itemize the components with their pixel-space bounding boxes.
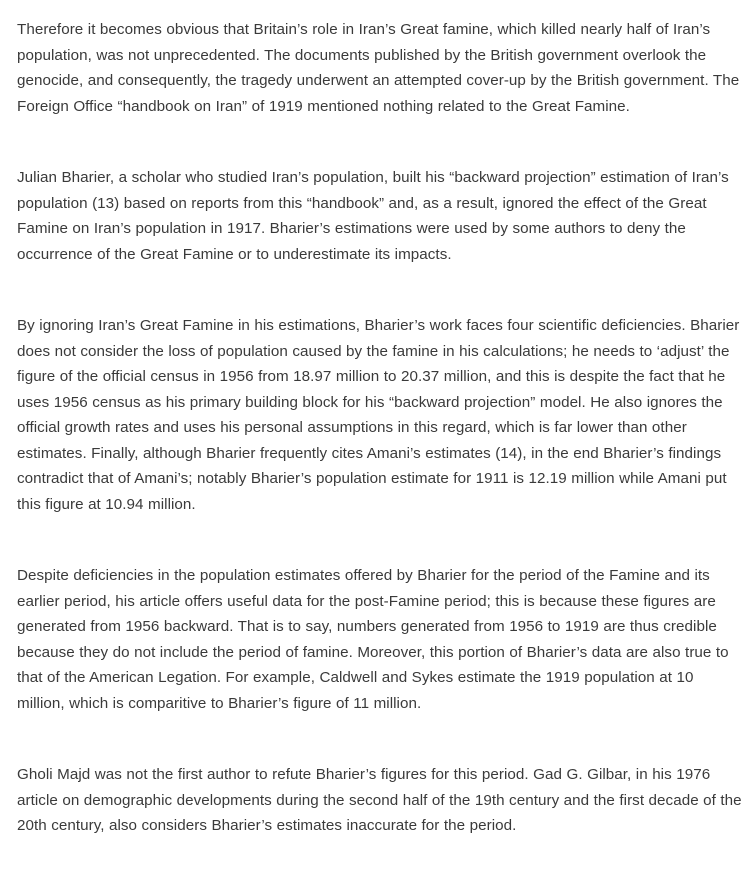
paragraph-bharier-backward-projection: Julian Bharier, a scholar who studied Iran’s population, built his “backward projection” estimation of Iran’s population (13) based on reports from this “handbook” and, as a result, ignored the effect of the Great Famine on Iran’s population in 1917. Bharier’s estimations were used by some authors to deny the occurrence of the Great Famine or to underestimate its impacts.	[17, 169, 729, 263]
paragraph-post-famine-data: Despite deficiencies in the population estimates offered by Bharier for the period of the Famine and its earlier period, his article offers useful data for the post-Famine period; this is because these figures are generated from 1956 backward. That is to say, numbers generated from 1956 to 1919 are thus credible because they do not include the period of famine. Moreover, this portion of Bharier’s data are also true to that of the American Legation. For example, Caldwell and Sykes estimate the 1919 population at 10 million, which is comparitive to Bharier’s figure of 11 million.	[17, 567, 729, 712]
article-body	[17, 17, 743, 839]
paragraph-gilbar-refutation: Gholi Majd was not the first author to refute Bharier’s figures for this period. Gad G. Gilbar, in his 1976 article on demographic developments during the second half of the 19th century and the first decade of the 20th century, also considers Bharier’s estimates inaccurate for the period.	[17, 766, 742, 834]
paragraph-scientific-deficiencies: By ignoring Iran’s Great Famine in his estimations, Bharier’s work faces four scientific deficiencies. Bharier does not consider the loss of population caused by the famine in his calculations; he needs to ‘adjust’ the figure of the official census in 1956 from 18.97 million to 20.37 million, and this is despite the fact that he uses 1956 census as his primary building block for his “backward projection” model. He also ignores the official growth rates and uses his personal assumptions in this regard, which is far lower than other estimates. Finally, although Bharier frequently cites Amani’s estimates (14), in the end Bharier’s findings contradict that of Amani’s; notably Bharier’s population estimate for 1911 is 12.19 million while Amani put this figure at 10.94 million.	[17, 317, 740, 513]
paragraph-british-role-famine: Therefore it becomes obvious that Britain’s role in Iran’s Great famine, which killed nearly half of Iran’s population, was not unprecedented. The documents published by the British government overlook the genocide, and consequently, the tragedy underwent an attempted cover-up by the British government. The Foreign Office “handbook on Iran” of 1919 mentioned nothing related to the Great Famine.	[17, 21, 740, 115]
